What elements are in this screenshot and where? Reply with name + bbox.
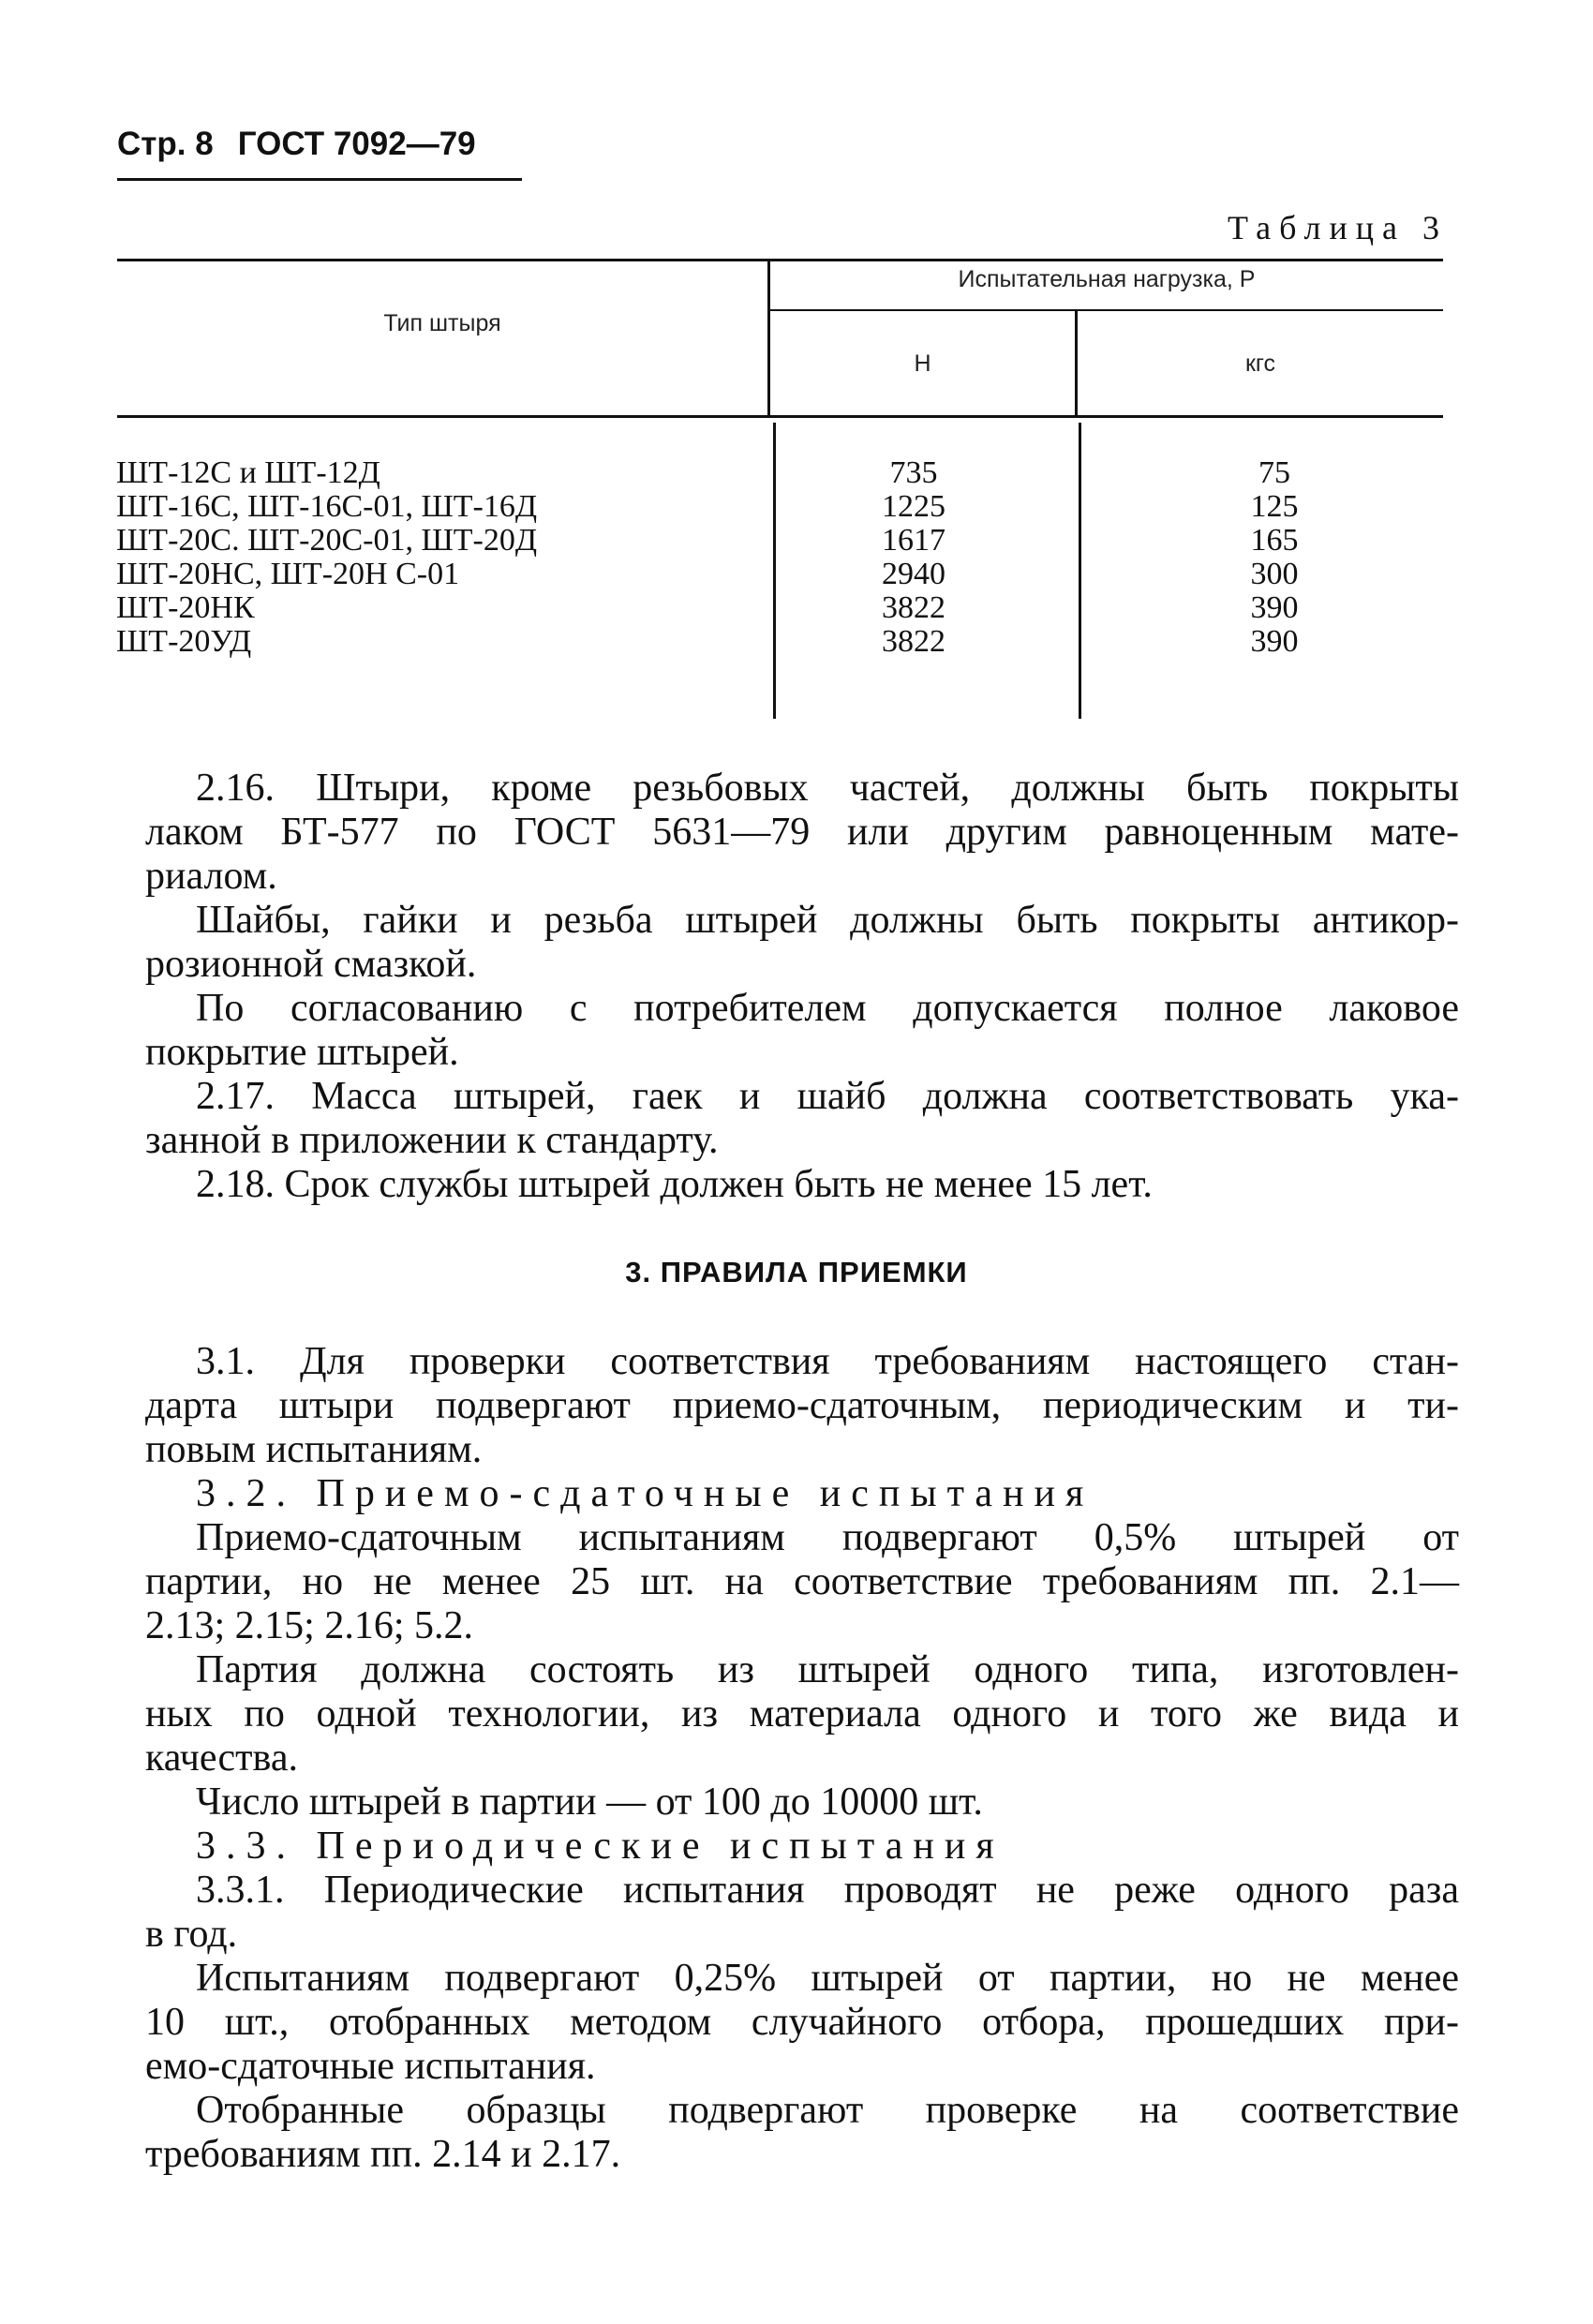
table-row-kgf: 390 xyxy=(1250,624,1299,659)
text-line: качества. xyxy=(145,1736,298,1780)
requirements-text xyxy=(145,767,1459,1207)
header-test-load: Испытательная нагрузка, P xyxy=(958,266,1256,292)
table-row-newton: 735 xyxy=(889,455,938,490)
standard-number: ГОСТ 7092—79 xyxy=(237,126,476,162)
table-row-newton: 1617 xyxy=(882,523,945,558)
subsection-periodic-tests: 3.3. Периодические испытания xyxy=(196,1825,1005,1868)
load-kgf-column xyxy=(1204,456,1345,659)
table-row-type: ШТ-20НС, ШТ-20Н С-01 xyxy=(116,557,460,591)
clause-2-17: 2.17. Масса штырей, гаек и шайб должна соответствовать ука- xyxy=(196,1075,1459,1118)
page-number: Стр. 8 xyxy=(117,126,214,162)
table-row-newton: 1225 xyxy=(882,489,945,524)
table-row-kgf: 390 xyxy=(1250,590,1299,625)
text-line: По согласованию с потребителем допускается полное лаковое xyxy=(196,987,1459,1030)
header-unit-newton: Н xyxy=(914,350,931,377)
table-row-newton: 2940 xyxy=(882,557,945,591)
header-rule xyxy=(117,178,522,181)
table-row-type: ШТ-20УД xyxy=(116,624,252,659)
text-line: партии, но не менее 25 шт. на соответствие требованиям пп. 2.1— xyxy=(145,1560,1459,1603)
table-subheader-rule xyxy=(770,309,1443,311)
text-line: лаком БТ-577 по ГОСТ 5631—79 или другим равноценным мате- xyxy=(145,811,1459,854)
table-divider-units-body xyxy=(1079,423,1081,719)
table-row-newton: 3822 xyxy=(882,624,945,659)
table-row-kgf: 125 xyxy=(1250,489,1299,524)
text-line: 2.13; 2.15; 2.16; 5.2. xyxy=(145,1604,474,1647)
table-row-kgf: 75 xyxy=(1258,455,1290,490)
table-row-type: ШТ-12С и ШТ-12Д xyxy=(116,455,380,490)
text-line: покрытие штырей. xyxy=(145,1031,459,1074)
text-line: повым испытаниям. xyxy=(145,1428,483,1471)
clause-2-16: 2.16. Штыри, кроме резьбовых частей, должны быть покрыты xyxy=(196,767,1459,810)
text-line: занной в приложении к стандарту. xyxy=(145,1119,719,1162)
table-header-rule xyxy=(117,415,1443,418)
pin-type-column xyxy=(116,456,537,659)
text-line: Приемо-сдаточным испытаниям подвергают 0,5% штырей от xyxy=(196,1516,1459,1559)
table-caption: Таблица 3 xyxy=(1228,209,1448,246)
clause-3-1: 3.1. Для проверки соответствия требованиям настоящего стан- xyxy=(196,1340,1459,1383)
table-divider-type-body xyxy=(773,423,776,719)
table-top-rule xyxy=(117,259,1443,261)
table-row-type: ШТ-20С. ШТ-20С-01, ШТ-20Д xyxy=(116,523,538,558)
text-line: Отобранные образцы подвергают проверке на соответствие xyxy=(196,2089,1459,2132)
clause-3-3-1: 3.3.1. Периодические испытания проводят не реже одного раза xyxy=(196,1869,1459,1912)
text-line: Число штырей в партии — от 100 до 10000 шт. xyxy=(196,1780,983,1824)
text-line: Испытаниям подвергают 0,25% штырей от партии, но не менее xyxy=(196,1957,1459,2000)
clause-2-18: 2.18. Срок службы штырей должен быть не менее 15 лет. xyxy=(196,1163,1153,1206)
text-line: емо-сдаточные испытания. xyxy=(145,2045,596,2088)
table-row-type: ШТ-16С, ШТ-16С-01, ШТ-16Д xyxy=(116,489,538,524)
section-title: 3. ПРАВИЛА ПРИЕМКИ xyxy=(625,1256,968,1289)
text-line: 10 шт., отобранных методом случайного отбора, прошедших при- xyxy=(145,2001,1459,2044)
text-line: ных по одной технологии, из материала одного и того же вида и xyxy=(145,1692,1459,1736)
header-pin-type: Тип штыря xyxy=(383,310,501,336)
table-row-newton: 3822 xyxy=(882,590,945,625)
text-line: Шайбы, гайки и резьба штырей должны быть покрыты антикор- xyxy=(196,899,1459,942)
acceptance-rules-text xyxy=(145,1340,1459,2177)
load-newton-column xyxy=(843,456,984,659)
subsection-acceptance-tests: 3.2. Приемо-сдаточные испытания xyxy=(196,1472,1094,1515)
table-row-type: ШТ-20НК xyxy=(116,590,255,625)
header-unit-kgf: кгс xyxy=(1244,350,1275,377)
text-line: в год. xyxy=(145,1913,238,1956)
text-line: риалом. xyxy=(145,855,277,898)
text-line: дарта штыри подвергают приемо-сдаточным, периодическим и ти- xyxy=(145,1384,1459,1427)
page-header xyxy=(117,126,500,163)
table-row-kgf: 165 xyxy=(1250,523,1299,558)
table-row-kgf: 300 xyxy=(1250,557,1299,591)
text-line: Партия должна состоять из штырей одного типа, изготовлен- xyxy=(196,1648,1459,1691)
text-line: розионной смазкой. xyxy=(145,943,477,986)
text-line: требованиям пп. 2.14 и 2.17. xyxy=(145,2133,621,2176)
